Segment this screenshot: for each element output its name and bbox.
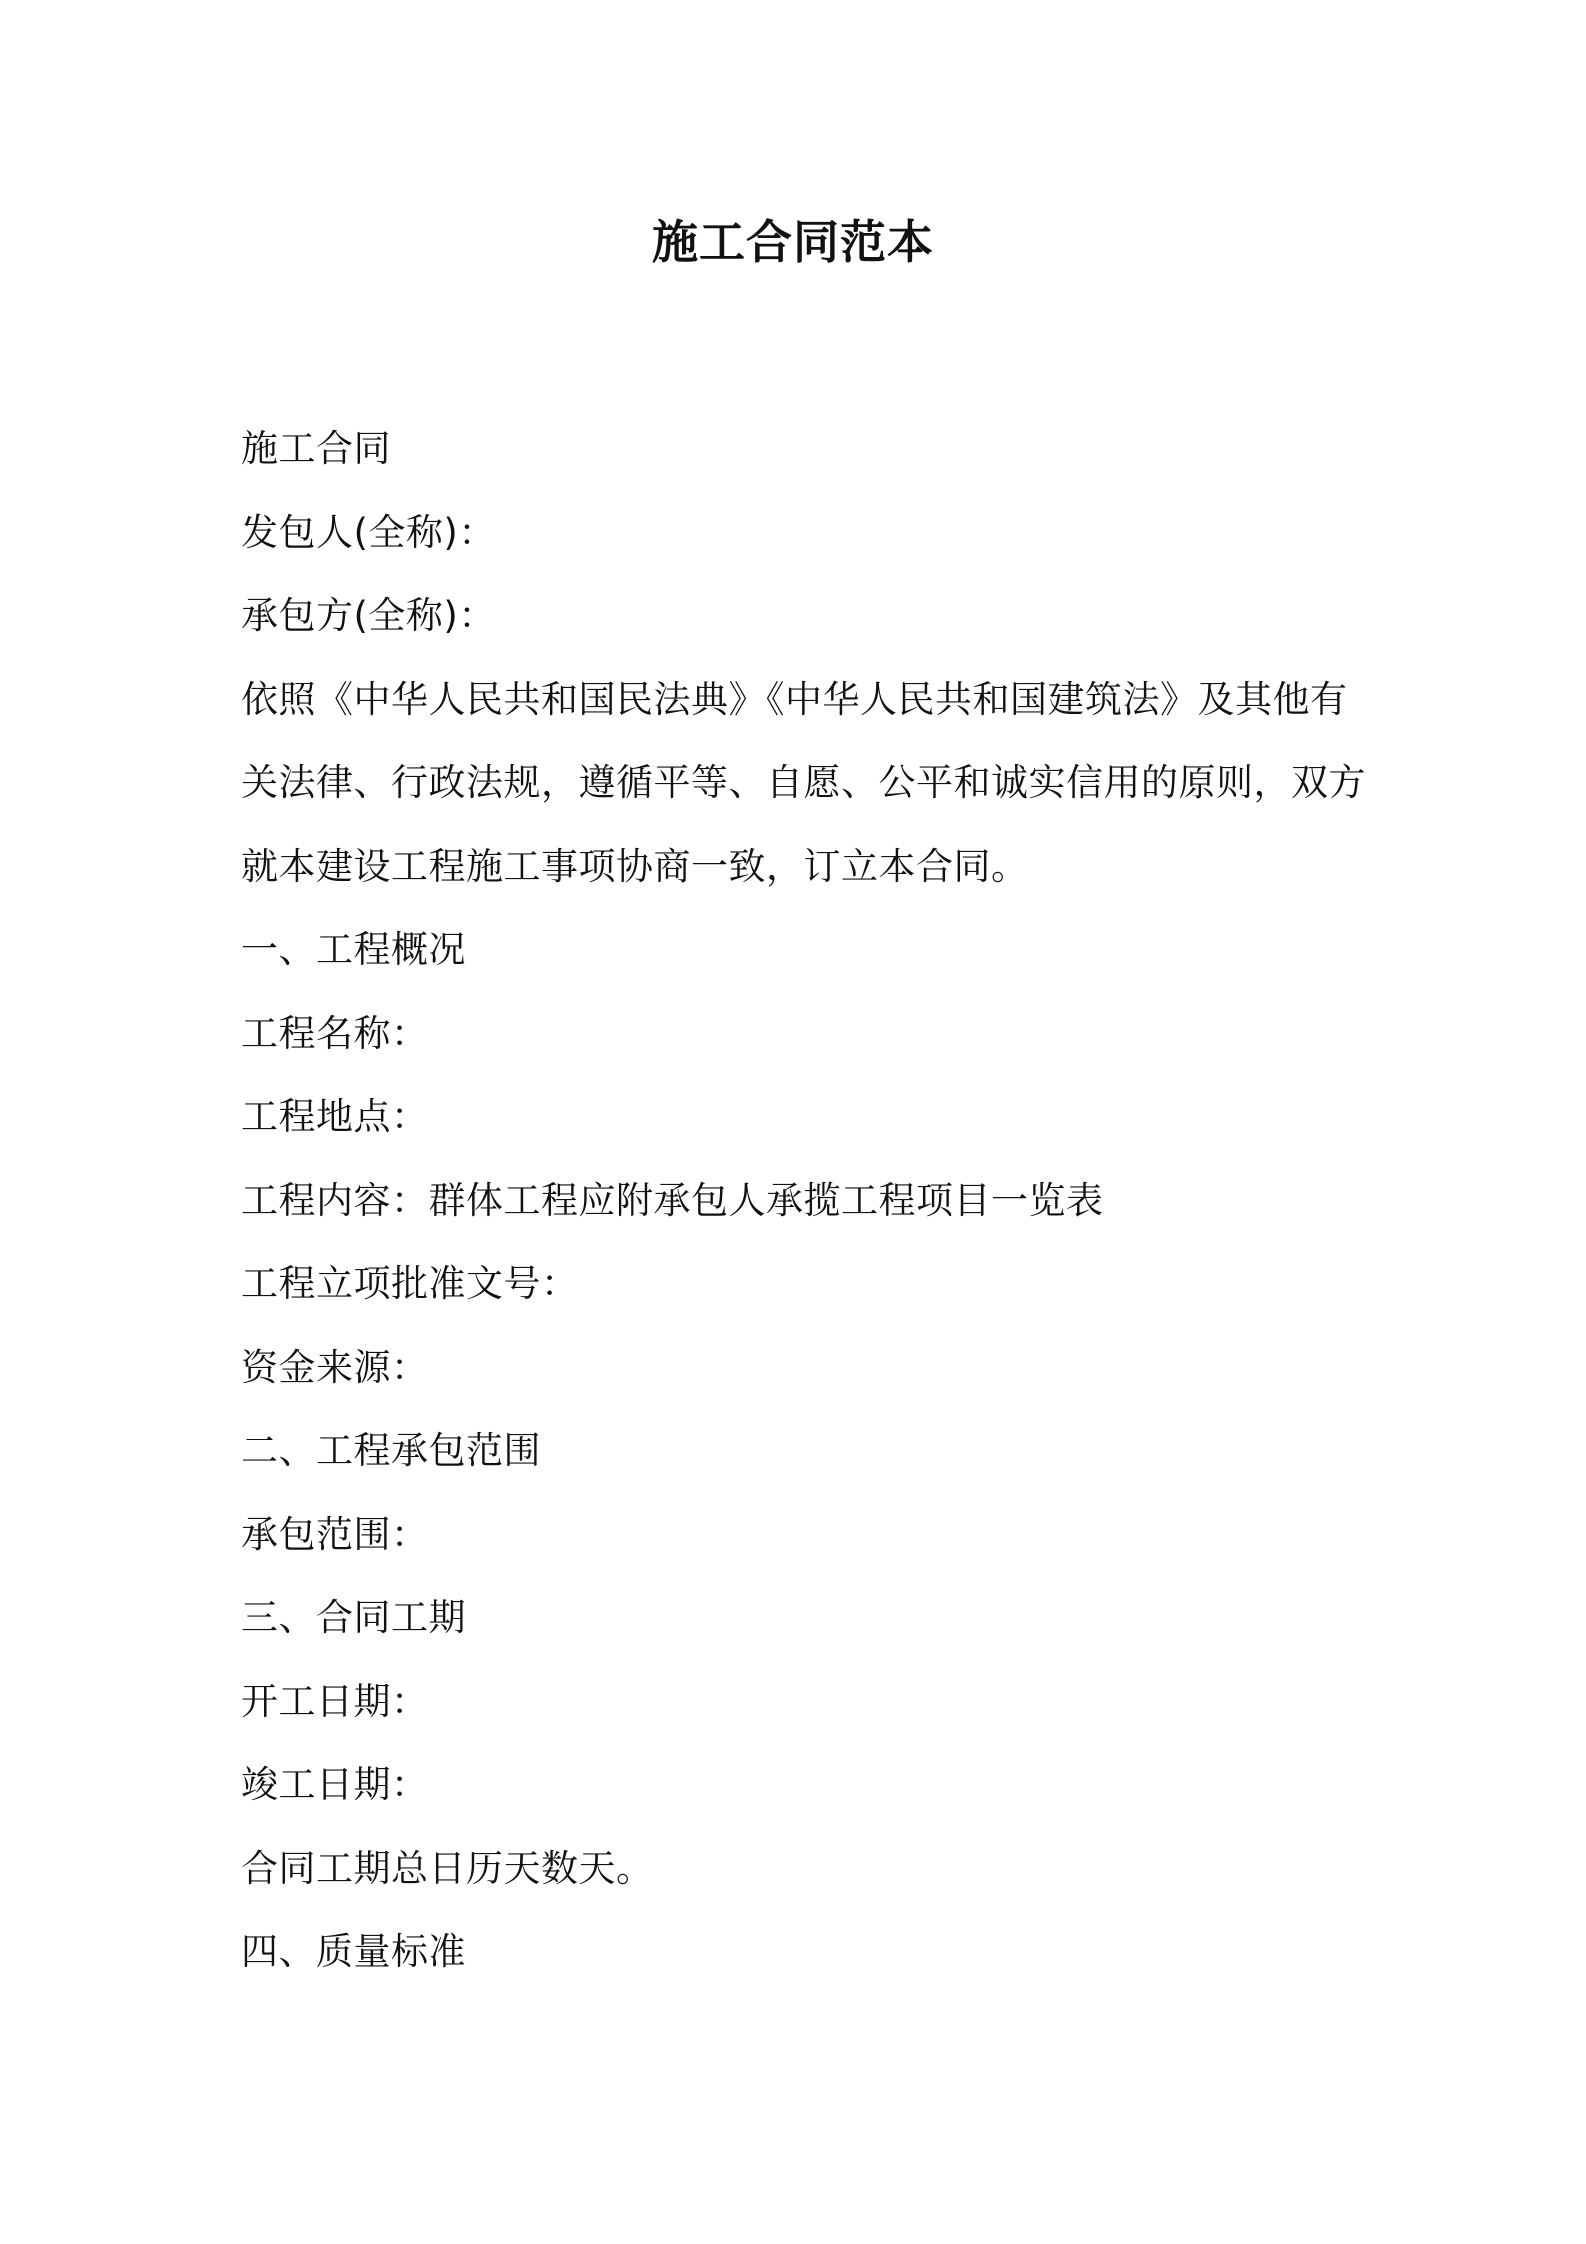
employer-field: 发包人(全称)：	[241, 510, 496, 554]
scope-field: 承包范围：	[241, 1512, 429, 1556]
document-title: 施工合同范本	[652, 215, 934, 269]
approval-number-field: 工程立项批准文号：	[241, 1262, 579, 1305]
funding-source-field: 资金来源：	[241, 1345, 429, 1389]
project-content-field: 工程内容：群体工程应附承包人承揽工程项目一览表	[241, 1178, 1104, 1222]
section-heading-project-overview: 一、工程概况	[241, 928, 466, 971]
document-body	[241, 407, 1366, 1994]
project-location-field: 工程地点：	[241, 1095, 429, 1138]
contractor-field: 承包方(全称)：	[241, 594, 496, 637]
section-heading-scope: 二、工程承包范围	[241, 1429, 541, 1472]
contract-heading: 施工合同	[241, 427, 391, 470]
completion-date-field: 竣工日期：	[241, 1763, 429, 1806]
section-heading-quality: 四、质量标准	[241, 1930, 466, 1973]
preamble-line: 就本建设工程施工事项协商一致，订立本合同。	[241, 844, 1029, 888]
project-name-field: 工程名称：	[241, 1011, 429, 1055]
section-heading-duration: 三、合同工期	[241, 1596, 466, 1639]
preamble-line: 关法律、行政法规，遵循平等、自愿、公平和诚实信用的原则，双方	[241, 761, 1366, 804]
total-days-field: 合同工期总日历天数天。	[241, 1846, 654, 1890]
preamble-line: 依照《中华人民共和国民法典》《中华人民共和国建筑法》及其他有	[241, 677, 1348, 721]
start-date-field: 开工日期：	[241, 1679, 429, 1723]
